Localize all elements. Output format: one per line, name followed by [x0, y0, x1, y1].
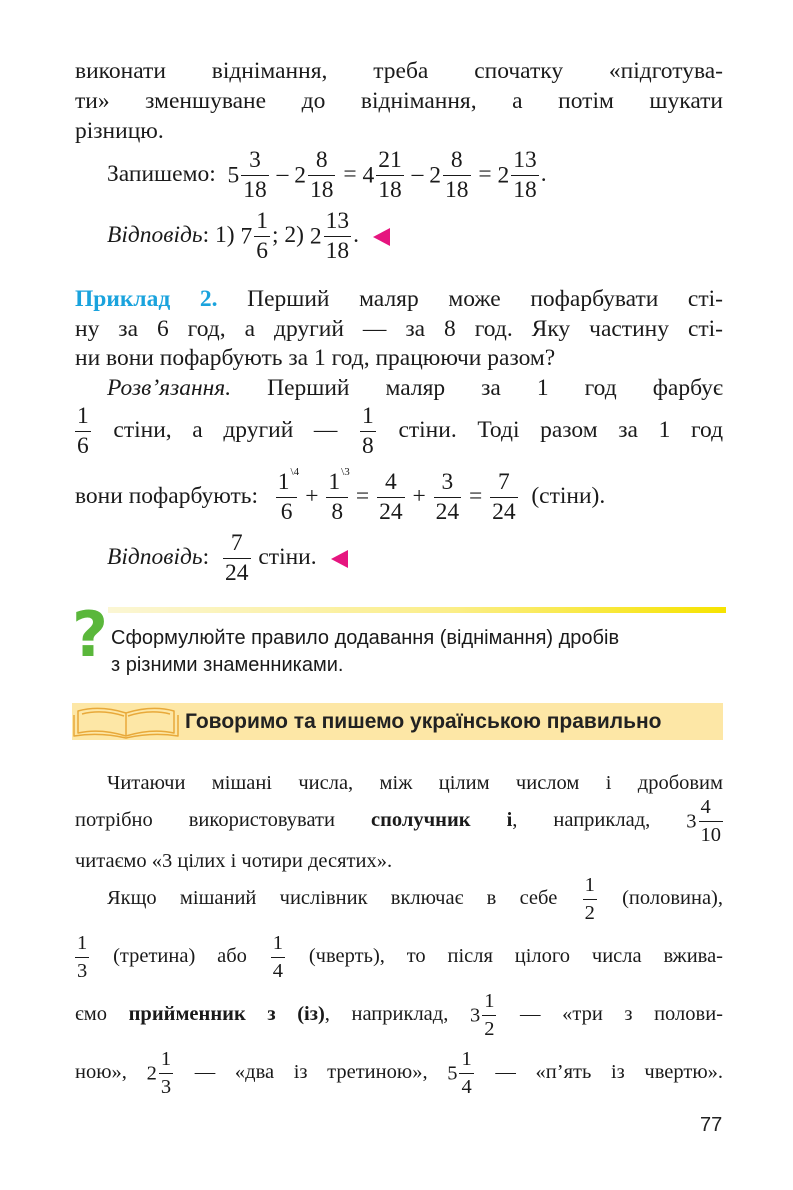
fraction: $\frac{1}{3}$ — [160, 1048, 172, 1098]
fraction: $\frac{1}{2}$ — [584, 874, 595, 924]
text-span: стіни. Тоді разом за 1 год — [398, 417, 724, 443]
fraction: $\frac{3}{24}$ — [435, 468, 460, 526]
text-line: різницю. — [75, 118, 164, 144]
answer-line — [107, 203, 723, 267]
whole-number: 7 — [240, 223, 253, 250]
text-line: читаємо «3 цілих і чотири десятих». — [75, 850, 393, 872]
text-line: виконати віднімання, треба спочатку «підготува- — [75, 58, 723, 84]
fraction: $\frac{13}{18}$ — [325, 207, 350, 265]
whole-number: 2 — [146, 1062, 157, 1085]
text-span: стіни, а другий — — [113, 417, 338, 443]
end-of-solution-marker-icon — [331, 550, 348, 568]
fraction: $\frac{21}{18}$ — [378, 146, 402, 204]
item-number: 1) — [215, 222, 235, 248]
item-number: 2) — [284, 222, 304, 248]
text-span: ємо — [75, 1003, 108, 1025]
fraction: $\frac{4}{24}$ — [379, 468, 403, 526]
text-line: Читаючи мішані числа, між цілим числом і дробовим — [107, 772, 723, 794]
text-line — [75, 984, 723, 1044]
operator: = — [343, 161, 357, 187]
period: . — [353, 222, 359, 248]
text-span: , наприклад, — [512, 809, 651, 831]
text-span: Перший маляр за 1 год фарбує — [267, 375, 723, 401]
operator: + — [412, 483, 426, 509]
text-span: — «три з полови- — [520, 1003, 723, 1025]
fraction: $\frac{1}{4}$ — [272, 932, 284, 982]
equation-line — [75, 464, 723, 528]
fraction: $\frac{1}{6}$ — [77, 402, 89, 460]
text-line: ну за 6 год, а другий — за 8 год. Яку частину сті- — [75, 316, 723, 342]
text-span: Перший маляр може пофарбувати сті- — [247, 286, 723, 312]
question-divider — [108, 607, 726, 613]
operator: = — [478, 161, 492, 187]
answer-line — [107, 525, 723, 589]
text-span: , наприклад, — [324, 1003, 449, 1025]
text-line — [107, 868, 723, 928]
text-line — [75, 926, 723, 986]
text-line — [75, 284, 723, 314]
text-span: (стіни). — [531, 483, 606, 509]
banner-title: Говоримо та пишемо українською правильно — [185, 710, 662, 733]
separator: ; — [271, 222, 279, 248]
text-line — [75, 1042, 723, 1102]
section-banner — [72, 703, 723, 740]
operator: + — [305, 483, 319, 509]
text-line — [75, 398, 723, 462]
period: . — [540, 161, 547, 187]
whole-number: 5 — [227, 162, 240, 189]
bold-term: сполучник і — [370, 809, 513, 831]
operator: – — [276, 161, 289, 187]
fraction: $\frac{13}{18}$ — [513, 146, 537, 204]
fraction: $\frac{8}{18}$ — [309, 146, 334, 204]
text-span: стіни. — [258, 544, 317, 570]
solution-label: Розв’язання. — [107, 375, 232, 401]
question-mark-icon: ? — [72, 598, 108, 671]
operator: – — [411, 161, 424, 187]
whole-number: 2 — [294, 162, 306, 189]
whole-number: 5 — [447, 1062, 458, 1085]
example-title: Приклад 2. — [75, 286, 218, 312]
bold-term: прийменник з (із) — [128, 1003, 325, 1025]
fraction: $\frac{3}{18}$ — [243, 146, 267, 204]
colon: : — [202, 544, 210, 570]
text-span: потрібно використовувати — [75, 809, 335, 831]
text-span: ною», — [75, 1061, 127, 1083]
colon: : — [202, 222, 210, 248]
equation-lead: Запишемо: — [107, 161, 216, 187]
text-span: (третина) або — [113, 945, 247, 967]
equation-lead: вони пофарбують: — [75, 483, 259, 509]
fraction: $\frac{1}{2}$ — [484, 990, 495, 1040]
fraction: $\frac{7}{24}$ — [492, 468, 516, 526]
open-book-icon — [72, 705, 180, 739]
text-line: ти» зменшуване до віднімання, а потім шукати — [75, 88, 723, 114]
whole-number: 2 — [309, 223, 322, 250]
equation-line — [107, 142, 723, 206]
fraction: 1 \3 8 — [328, 465, 350, 526]
fraction: 1 \4 6 — [277, 465, 300, 526]
fraction: $\frac{4}{10}$ — [700, 796, 722, 846]
fraction: $\frac{7}{24}$ — [225, 529, 249, 587]
fraction: $\frac{1}{6}$ — [256, 207, 268, 265]
question-text: Сформулюйте правило додавання (віднімання) дробів — [111, 627, 620, 649]
whole-number: 2 — [429, 162, 441, 189]
question-text: з різними знаменниками. — [111, 654, 344, 676]
end-of-solution-marker-icon — [373, 228, 390, 246]
page-number: 77 — [700, 1114, 723, 1136]
text-line: ни вони пофарбують за 1 год, працюючи разом? — [75, 345, 556, 371]
fraction: $\frac{1}{8}$ — [362, 402, 374, 460]
fraction: $\frac{1}{4}$ — [461, 1048, 472, 1098]
whole-number: 3 — [469, 1004, 481, 1027]
text-line — [75, 790, 723, 850]
text-span: Якщо мішаний числівник включає в себе — [107, 887, 558, 909]
fraction: $\frac{1}{3}$ — [77, 932, 88, 982]
text-span: (половина), — [622, 887, 724, 909]
operator: = — [355, 483, 370, 509]
text-span: — «п’ять із чвертю». — [495, 1061, 724, 1083]
answer-label: Відповідь — [107, 544, 203, 570]
whole-number: 3 — [686, 810, 697, 833]
text-span: — «два із третиною», — [194, 1061, 428, 1083]
whole-number: 4 — [362, 162, 375, 189]
whole-number: 2 — [497, 162, 510, 189]
operator: = — [468, 483, 483, 509]
text-span: (чверть), то після цілого числа вжива- — [308, 945, 724, 967]
fraction: $\frac{8}{18}$ — [445, 146, 469, 204]
answer-label: Відповідь — [107, 222, 203, 248]
